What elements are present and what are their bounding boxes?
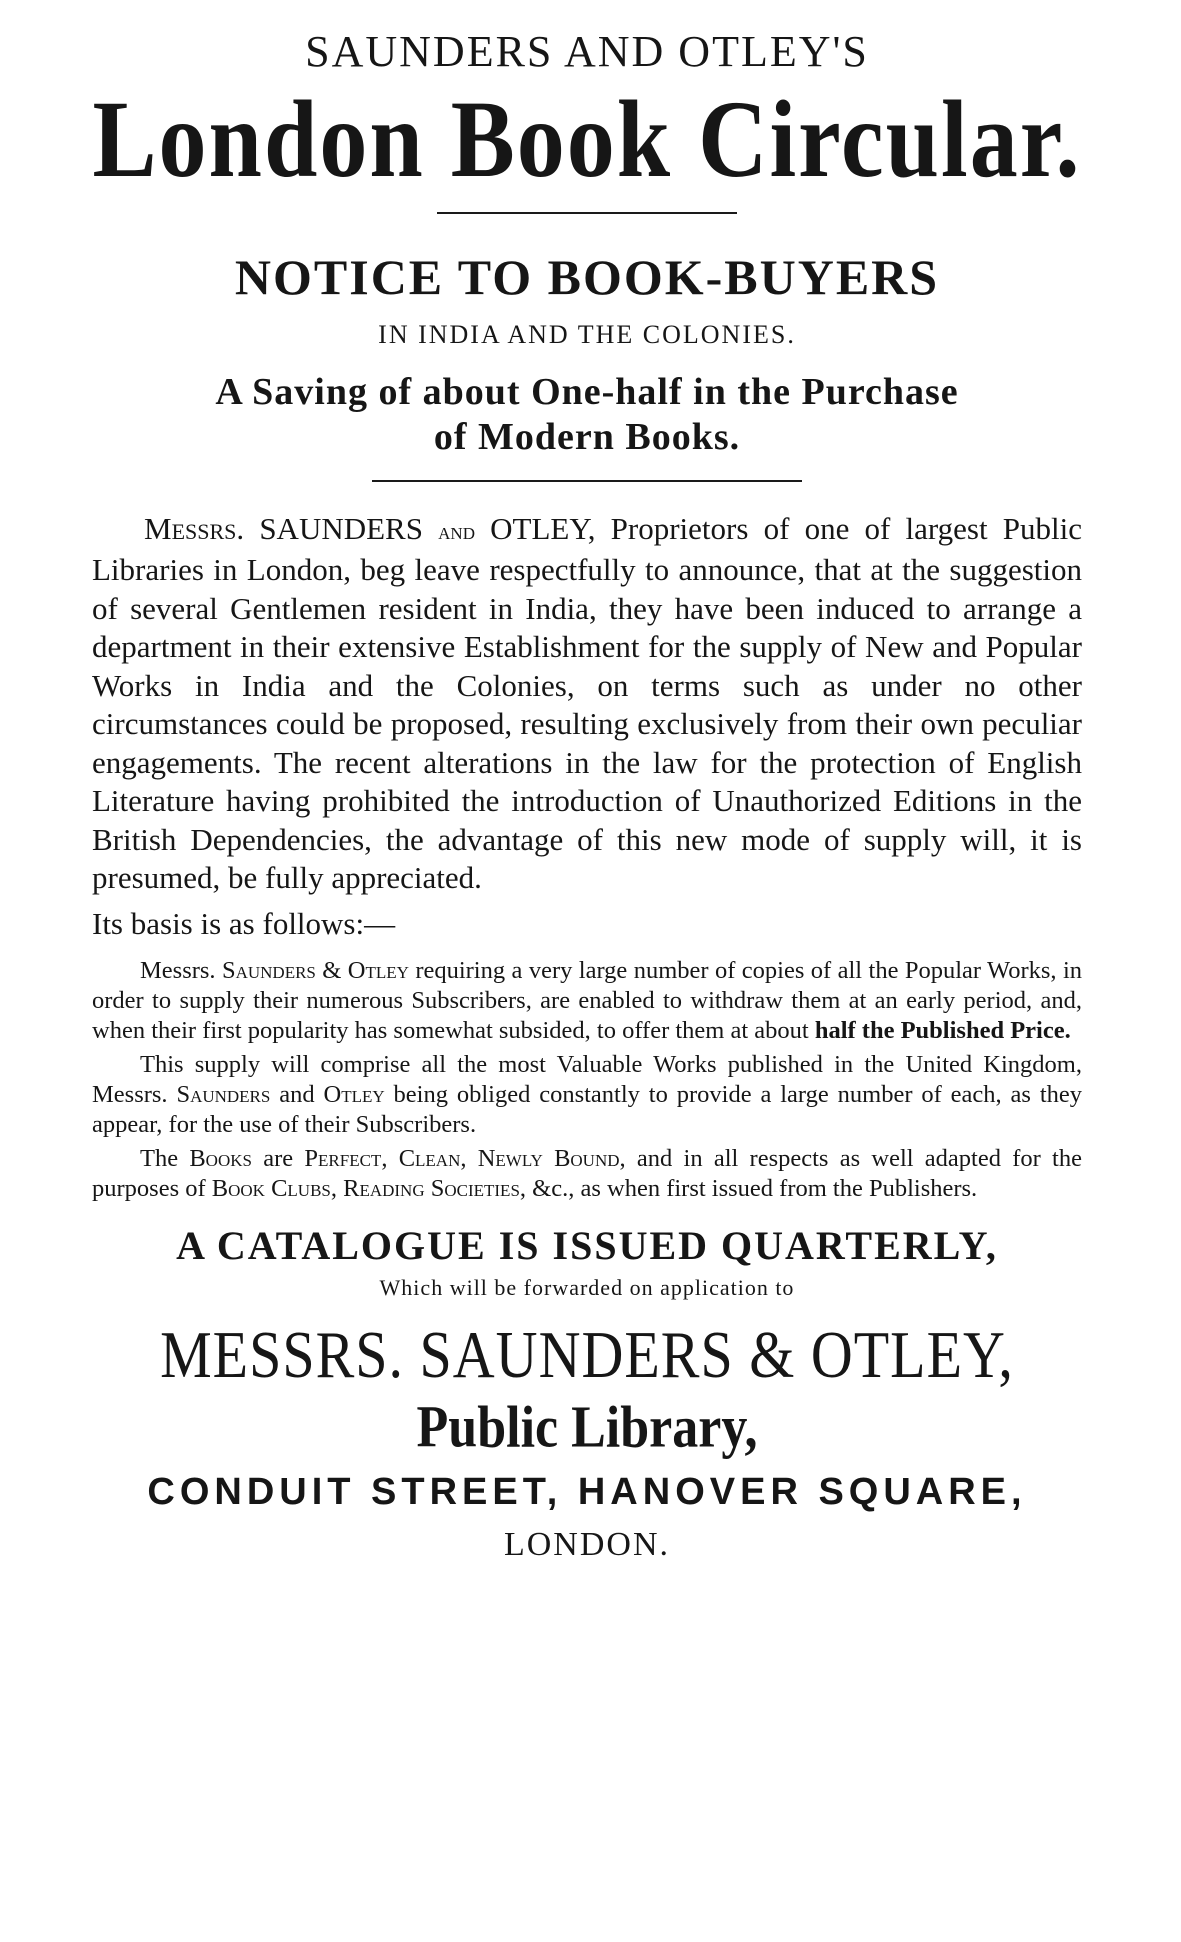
p2-and: and [279,1080,315,1108]
notice-heading: NOTICE TO BOOK-BUYERS [234,249,940,305]
circular-title: London Book Circular. [92,76,1082,201]
saving-headline [92,370,1082,460]
firm-name: MESSRS. SAUNDERS & OTLEY, [160,1316,1014,1392]
p3-text-a: and in all respects as well adapted for the purposes of [92,1144,1082,1202]
p2-text-a: This supply will comprise all the most Valuable Works published in the United Kingdom, Messrs. [92,1050,1082,1108]
p3-text-b: &c., as when first issued from the Publishers. [532,1174,978,1202]
p3-books: Books [189,1144,252,1172]
p1-firm: Saunders & Otley [221,956,409,984]
p1-text: requiring a very large number of copies of all the Popular Works, in order to supply their numerous Subscribers, are enabled to withdraw them at an early period, and, when their first popularity has somewhat subsided, to offer them at about [92,956,1083,1044]
main-paragraph [92,510,1082,898]
terms-paragraph-3 [92,1144,1082,1204]
terms-paragraph-1 [92,956,1082,1046]
saving-line-2: of Modern Books. [433,415,741,458]
street-address: CONDUIT STREET, HANOVER SQUARE, [147,1470,1027,1513]
notice-subheading: IN INDIA AND THE COLONIES. [378,320,796,349]
p1-messrs: Messrs. [140,956,216,984]
advertisement-page [92,0,1082,1564]
p3-quality: Perfect, Clean, Newly Bound, [304,1144,626,1172]
messrs-word: Messrs. [144,510,245,546]
and-word: and [438,518,475,545]
saunders-name: SAUNDERS [259,510,423,546]
p3-are: are [263,1144,294,1172]
terms-section [92,956,1082,1204]
public-library: Public Library, [416,1394,758,1460]
catalogue-heading: A CATALOGUE IS ISSUED QUARTERLY, [176,1222,998,1268]
basis-line: Its basis is as follows:— [92,905,396,941]
p3-the: The [140,1144,179,1172]
divider-top [437,212,737,214]
p3-clubs: Book Clubs, Reading Societies, [211,1174,527,1202]
publisher-line: SAUNDERS AND OTLEY'S [305,27,869,76]
p2-otley: Otley [323,1080,385,1108]
divider-middle [372,480,802,482]
p1-half-price: half the Published Price. [814,1016,1071,1044]
p2-text-b: being obliged constantly to provide a large number of each, as they appear, for the use of their Subscribers. [92,1080,1083,1138]
forward-line: Which will be forwarded on application to [379,1274,795,1300]
saving-line-1: A Saving of about One-half in the Purchase [215,371,959,413]
terms-paragraph-2 [92,1050,1082,1140]
p2-saunders: Saunders [176,1080,271,1108]
city-name: LONDON. [503,1525,671,1563]
paragraph-text: OTLEY, Proprietors of one of largest Public Libraries in London, beg leave respectfully to announce, that at the suggestion of several Gentlemen resident in India, they have been induced to arrange a department in their extensive Establishment for the supply of New and Popular Works in India and the Colonies, on terms such as under no other circumstances could be proposed, resulting exclusively from their own peculiar engagements. The recent alterations in the law for the protection of English Literature having prohibited the introduction of Unauthorized Editions in the British Dependencies, the advantage of this new mode of supply will, it is presumed, be fully appreciated. [92,510,1082,896]
